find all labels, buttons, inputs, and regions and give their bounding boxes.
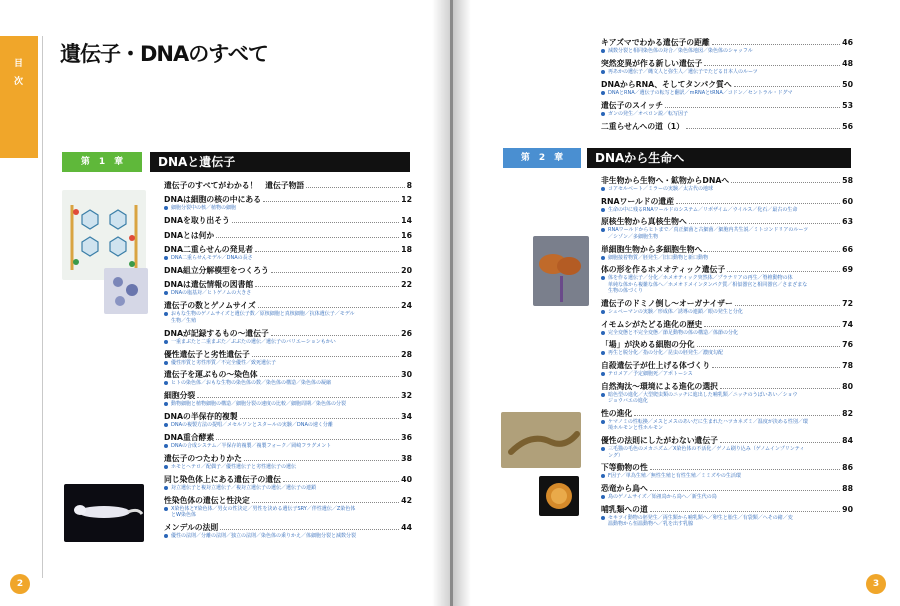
entry-subtopics: 生物／生殖 (171, 317, 197, 324)
leader-dots (306, 181, 404, 188)
leader-dots (216, 433, 399, 440)
entry-subtopics: DNAとRNA／遺伝子の転写と翻訳／mRNAとtRNA／コドン／セントラル・ドグマ (601, 90, 853, 97)
toc-entry (164, 301, 412, 324)
entry-subtopics: 細胞接着物質／胚発生／旧口動物と新口動物 (601, 255, 853, 262)
gutter-shadow (432, 0, 450, 606)
entry-page-number: 86 (842, 463, 853, 473)
toc-entry-title (164, 280, 412, 290)
toc-entry-title (164, 523, 412, 533)
entry-title: 遺伝子のすべてがわかる！ 遺伝子物語 (164, 181, 305, 190)
toc-entry-title (164, 433, 412, 443)
gutter-shadow (453, 0, 471, 606)
entry-title: 遺伝子のスイッチ (601, 101, 664, 111)
entry-title: DNAが記録するもの〜遺伝子 (164, 328, 269, 338)
entry-subtopics: ケマノミの性転換／メスとメスのあいだに生まれたハツカネズミ／温度が決める性別／環 (601, 419, 853, 426)
toc-entry-title (164, 350, 412, 360)
leader-dots (712, 361, 840, 368)
toc-entry-title (601, 361, 853, 371)
toc-entry-title (601, 463, 853, 473)
toc-entry-title (601, 340, 853, 350)
entry-page-number: 14 (401, 216, 412, 226)
toc-entry (164, 245, 412, 262)
entry-page-number: 46 (842, 38, 853, 47)
entry-title: 遺伝子のドミノ倒し〜オーガナイザー (601, 298, 733, 308)
leader-dots (271, 266, 399, 273)
toc-entry (164, 412, 412, 429)
entry-subtopics: 单純な体から複雑な体へ／ホメオドメインタンパク質／相似器官と相同器官／さまざまな (608, 281, 808, 288)
entry-subtopics: テロメア／予定細胞死／アポトーシス (601, 371, 853, 378)
chapter-2-header (503, 148, 851, 168)
leader-dots (255, 280, 399, 287)
entry-page-number: 63 (842, 217, 853, 227)
toc-entry-title (601, 436, 853, 446)
entry-subtopics: DNAの複製方法の提唱／メセルソンとスタールの実験／DNAの速く分離 (164, 422, 412, 429)
toc-entry (601, 245, 853, 262)
entry-subtopics: 体を作る遺伝子／分化／ホメオティック突然体／プラナリアの再生／脊椎動物の体 (601, 275, 853, 282)
entry-title: DNAとは何か (164, 230, 215, 240)
toc-entry-title (164, 195, 412, 205)
leader-dots (665, 101, 840, 108)
toc-entry-title (164, 231, 412, 241)
toc-entry-title (164, 216, 412, 226)
entry-title: キアズマでわかる遺伝子の距離 (601, 38, 710, 47)
embryo-photo (539, 476, 579, 516)
entry-subtopics: F因子／単為生殖／無性生殖と有性生殖／ミミズやの生活環 (601, 473, 853, 480)
toc-entry (164, 496, 412, 519)
entry-page-number: 74 (842, 319, 853, 329)
entry-title: 恐竜から鳥へ (601, 483, 648, 493)
chapter-2-list (601, 176, 853, 532)
toc-entry (601, 505, 853, 528)
entry-subtopics: 優性形質と劣性形質／不完全優性／致死遺伝子 (164, 360, 412, 367)
toc-entry-title (601, 484, 853, 494)
toc-entry-title (601, 320, 853, 330)
entry-page-number: 84 (842, 436, 853, 446)
entry-page-number: 90 (842, 504, 853, 514)
leader-dots (686, 122, 840, 129)
entry-subtopics: 暗色型の進化／大型爬虫類のニッチに進出した哺乳類／ニッチのうばいあい／ショウ (601, 392, 853, 399)
entry-page-number: 22 (401, 280, 412, 290)
butterfly-icon (533, 236, 589, 306)
entry-subtopics: DNA二重らせんモデル／DNAの長さ (164, 255, 412, 262)
entry-page-number: 8 (406, 181, 412, 190)
toc-entry (601, 436, 853, 459)
entry-title: 同じ染色体上にある遺伝子の遺伝 (164, 474, 281, 484)
entry-subtopics: ジョウバエの進化 (608, 398, 648, 405)
entry-page-number: 82 (842, 408, 853, 418)
toc-entry (601, 382, 853, 405)
entry-page-number: 42 (401, 495, 412, 505)
leader-dots (720, 436, 840, 443)
dna-model-icon (62, 190, 146, 280)
toc-entry (164, 475, 412, 492)
toc-entry (601, 299, 853, 316)
leader-dots (712, 38, 840, 45)
entry-title: 自殺遺伝子が仕上げる体づくり (601, 361, 711, 370)
toc-entry-title (601, 505, 853, 515)
entry-title: DNAからRNA、そしてタンパク質へ (601, 80, 732, 90)
chapter-title: DNAから生命へ (587, 148, 851, 168)
toc-entry (164, 195, 412, 212)
entry-page-number: 12 (401, 195, 412, 205)
page-number: 3 (866, 574, 886, 594)
entry-title: 二重らせんへの道（1） (601, 122, 685, 132)
entry-subtopics: セキツイ動物の胚発生／両生類から哺乳類へ／卵生と胎生／有袋類／へその緒／変 (601, 515, 853, 522)
axolotl-icon (64, 484, 144, 542)
entry-page-number: 40 (401, 474, 412, 484)
toc-entry (601, 101, 853, 118)
entry-subtopics: 生物の体づくり (608, 288, 644, 295)
toc-entry (164, 266, 412, 276)
chapter-1-header (62, 152, 410, 172)
leader-dots (727, 265, 840, 272)
toc-entry (601, 197, 853, 214)
leader-dots (704, 320, 840, 327)
entry-subtopics: シュペーマンの実験／形成体／誘導の連鎖／眼の発生と分化 (601, 309, 853, 316)
toc-entry (601, 409, 853, 432)
leader-dots (689, 217, 840, 224)
chapter-number: 第 1 章 (62, 152, 142, 172)
toc-entry-title (164, 454, 412, 464)
entry-page-number: 58 (842, 176, 853, 185)
toc-entry-title (601, 122, 853, 132)
toc-entry-title (601, 265, 853, 275)
dna-model-illustration (62, 190, 146, 280)
page-number: 2 (10, 574, 30, 594)
entry-page-number: 66 (842, 244, 853, 254)
entry-title: DNAの半保存的複製 (164, 412, 238, 422)
leader-dots (650, 463, 840, 470)
entry-title: 単細胞生物から多細胞生物へ (601, 244, 703, 254)
entry-title: 「場」が決める細胞の分化 (601, 340, 695, 350)
entry-title: DNA重合酵素 (164, 433, 215, 443)
leader-dots (252, 496, 399, 503)
contents-tab (0, 36, 38, 158)
entry-title: 性の進化 (601, 408, 633, 418)
leader-dots (650, 484, 840, 491)
leader-dots (252, 350, 399, 357)
toc-entry (601, 463, 853, 480)
entry-subtopics: X染色体とY染色体／男女の性決定／男性を決める遺伝子SRY／伴性遺伝／Z染色体 (164, 506, 412, 513)
entry-page-number: 16 (401, 230, 412, 240)
embryo-icon (539, 476, 579, 516)
axolotl-photo (64, 484, 144, 542)
entry-subtopics: 再あかの遺伝子／縄文人と弥生人／遺伝子でたどる日本人のルーツ (601, 69, 853, 76)
entry-page-number: 76 (842, 340, 853, 350)
entry-page-number: 69 (842, 265, 853, 275)
toc-entry-title (601, 245, 853, 255)
toc-entry (601, 59, 853, 76)
entry-title: 細胞分裂 (164, 391, 196, 401)
toc-entry-title (164, 266, 412, 276)
leader-dots (232, 216, 399, 223)
toc-entry (164, 280, 412, 297)
entry-title: 遺伝子を運ぶもの〜染色体 (164, 370, 258, 380)
toc-entry-title (164, 475, 412, 485)
entry-page-number: 88 (842, 483, 853, 493)
toc-entry-title (164, 496, 412, 506)
entry-page-number: 26 (401, 328, 412, 338)
toc-entry-title (601, 80, 853, 90)
leader-dots (260, 370, 400, 377)
cell-photo (104, 268, 148, 314)
toc-entry (164, 216, 412, 226)
entry-page-number: 53 (842, 101, 853, 111)
book-title: 遺伝子・DNAのすべて (60, 42, 268, 66)
leader-dots (255, 245, 399, 252)
entry-title: DNAは遺伝情報の図書館 (164, 280, 254, 290)
toc-entry (601, 320, 853, 337)
entry-subtopics: コアセルベート／ミラーの実験／太古代の地球 (601, 186, 853, 193)
leader-dots (704, 245, 840, 252)
entry-subtopics: 再生と脱分化／指の分化／昆虫の胚発生／濃度勾配 (601, 350, 853, 357)
entry-subtopics: 温動物から恒温動物へ／乳を出す乳腺 (608, 521, 694, 528)
cell-icon (104, 268, 148, 314)
entry-page-number: 38 (401, 453, 412, 463)
entry-subtopics: 生命の中に残るRNAワールドのシステム／リボザイム／ウイルス／化石／最古の生命 (601, 207, 853, 214)
chapter-title: DNAと遺伝子 (150, 152, 410, 172)
leader-dots (240, 412, 400, 419)
entry-subtopics: 一重まぶたと二重まぶた／ぶぶたの遺伝／遺伝子のバリエーションもかい (164, 339, 412, 346)
tab-char: 目 (14, 59, 24, 69)
entry-subtopics: ング） (608, 452, 624, 459)
entry-title: メンデルの法則 (164, 523, 219, 533)
entry-subtopics: 細胞分裂中の核／植物の細胞 (164, 205, 412, 212)
entry-page-number: 44 (401, 523, 412, 533)
entry-page-number: 60 (842, 196, 853, 206)
entry-page-number: 80 (842, 381, 853, 391)
leader-dots (244, 454, 399, 461)
toc-entry (164, 350, 412, 367)
toc-entry (601, 484, 853, 501)
toc-entry (601, 217, 853, 240)
leader-dots (720, 382, 840, 389)
toc-entry (601, 265, 853, 295)
entry-title: RNAワールドの遺産 (601, 196, 674, 206)
toc-entry-title (601, 217, 853, 227)
lizard-icon (501, 412, 581, 468)
entry-subtopics: ガンの発生／オペロン説／転写因子 (601, 111, 853, 118)
toc-entry (601, 340, 853, 357)
chapter-number: 第 2 章 (503, 148, 581, 168)
toc-entry-title (164, 245, 412, 255)
leader-dots (283, 475, 399, 482)
entry-page-number: 78 (842, 361, 853, 370)
toc-entry (164, 454, 412, 471)
entry-subtopics: 減数分裂と相同染色体の対合／染色体地図／染色体のシャッフル (601, 48, 853, 55)
entry-title: DNA二重らせんの発見者 (164, 245, 253, 255)
entry-title: 原核生物から真核生物へ (601, 217, 687, 227)
entry-title: 遺伝子の数とゲノムサイズ (164, 301, 256, 311)
leader-dots (220, 523, 399, 530)
toc-entry (164, 231, 412, 241)
entry-subtopics: 鳥のゲノムサイズ／始祖鳥から鳥へ／新生代の鳥 (601, 494, 853, 501)
entry-title: 突然変異が作る新しい遺伝子 (601, 59, 703, 69)
entry-page-number: 50 (842, 80, 853, 90)
entry-page-number: 30 (401, 370, 412, 380)
entry-subtopics: DNAの合成システム／半保存的複製／複製フォーク／岡崎フラグメント (164, 443, 412, 450)
toc-entry-title (164, 412, 412, 422)
toc-entry-title (164, 301, 412, 311)
entry-title: 優性遺伝子と劣性遺伝子 (164, 349, 250, 359)
toc-entry (601, 176, 853, 193)
toc-entry-title (601, 382, 853, 392)
toc-entry (601, 38, 853, 55)
toc-entry-title (164, 329, 412, 339)
entry-subtopics: 境ホルモンと性ホルモン (608, 425, 664, 432)
entry-title: 性染色体の遺伝と性決定 (164, 495, 250, 505)
entry-subtopics: とW染色体 (171, 512, 196, 519)
entry-page-number: 34 (401, 412, 412, 422)
toc-entry-title (601, 409, 853, 419)
entry-page-number: 24 (401, 301, 412, 311)
entry-title: DNA組立分解模型をつくろう (164, 265, 269, 275)
leader-dots (734, 80, 841, 87)
entry-subtopics: 三毛猫の毛色のメカニズム／X染色体の不活化／ゲノム刷り込み（ゲノムインプリンティ (601, 446, 853, 453)
toc-entry (601, 122, 853, 132)
toc-entry (164, 523, 412, 540)
entry-page-number: 20 (401, 265, 412, 275)
leader-dots (216, 231, 399, 238)
chapter-1-list (164, 181, 412, 544)
toc-entry (164, 433, 412, 450)
toc-entry-title (601, 59, 853, 69)
leader-dots (697, 340, 841, 347)
entry-page-number: 18 (401, 245, 412, 255)
entry-title: 遺伝子のつたわりかた (164, 453, 242, 463)
leader-dots (197, 391, 399, 398)
toc-entry (601, 80, 853, 97)
butterfly-photo (533, 236, 589, 306)
leader-dots (650, 505, 840, 512)
entry-title: 優性の法則にしたがわない遺伝子 (601, 436, 718, 446)
entry-subtopics: 完全変態と不完全変態／節足動物の体の構造／体節の分化 (601, 330, 853, 337)
leader-dots (263, 195, 399, 202)
entry-page-number: 36 (401, 433, 412, 443)
entry-page-number: 32 (401, 391, 412, 401)
leader-dots (258, 301, 399, 308)
entry-subtopics: 動物細胞と植物細胞の構造／細胞分裂の速度の比較／細胞周期／染色体の分裂 (164, 401, 412, 408)
entry-subtopics: ヒトの染色体／おもな生物の染色体の数／染色体の構造／染色体の凝縮 (164, 380, 412, 387)
entry-title: DNAを取り出そう (164, 216, 230, 226)
entry-page-number: 28 (401, 349, 412, 359)
leader-dots (735, 299, 840, 306)
leader-dots (271, 329, 399, 336)
entry-subtopics: 優性の法則／分離の法則／独立の法則／染色体の乗りかえ／体細胞分裂と減数分裂 (164, 533, 412, 540)
toc-entry-title (164, 181, 412, 191)
toc-entry-title (601, 38, 853, 48)
toc-entry (164, 370, 412, 387)
tab-char: 次 (14, 77, 24, 87)
toc-entry-title (164, 391, 412, 401)
entry-title: DNAは細胞の核の中にある (164, 195, 261, 205)
entry-subtopics: 対立遺伝子と複対立遺伝子／複対立遺伝子の遺伝／遺伝子の連鎖 (164, 485, 412, 492)
entry-subtopics: ／シゾン／多細胞生物 (608, 233, 659, 240)
leader-dots (676, 197, 840, 204)
entry-page-number: 56 (842, 122, 853, 132)
entry-subtopics: DNAの塩基対／ヒトゲノムの大きさ (164, 290, 412, 297)
entry-title: 自然淘汰〜環境による進化の選択 (601, 381, 718, 391)
margin-rule (42, 36, 43, 578)
entry-page-number: 48 (842, 59, 853, 69)
top-continued-list (601, 38, 853, 137)
entry-title: 哺乳類への道 (601, 504, 648, 514)
entry-page-number: 72 (842, 298, 853, 308)
entry-title: 非生物から生物へ・鉱物からDNAへ (601, 176, 730, 185)
toc-entry (164, 391, 412, 408)
entry-subtopics: ホモとヘテロ／配偶子／優性遺伝子と劣性遺伝子の遺伝 (164, 464, 412, 471)
toc-entry-title (601, 176, 853, 186)
toc-entry (164, 181, 412, 191)
toc-entry (601, 361, 853, 378)
entry-title: 体の形を作るホメオティック遺伝子 (601, 265, 726, 275)
toc-entry-title (601, 101, 853, 111)
toc-entry-title (601, 197, 853, 207)
entry-subtopics: RNAワールドからヒトまで／真正細菌と古細菌／細胞内共生説／ミトコンドリアのルーツ (601, 227, 853, 234)
entry-title: イモムシがたどる進化の歴史 (601, 319, 703, 329)
leader-dots (731, 176, 840, 183)
leader-dots (704, 59, 840, 66)
entry-title: 下等動物の性 (601, 463, 648, 473)
entry-subtopics: おもな生物のゲノムサイズと遺伝子数／原核細胞と真核細胞／抗体遺伝子／モデル (164, 311, 412, 318)
toc-entry-title (164, 370, 412, 380)
toc-entry (164, 329, 412, 346)
toc-entry-title (601, 299, 853, 309)
lizard-photo (501, 412, 581, 468)
leader-dots (634, 409, 840, 416)
right-page (453, 0, 900, 606)
